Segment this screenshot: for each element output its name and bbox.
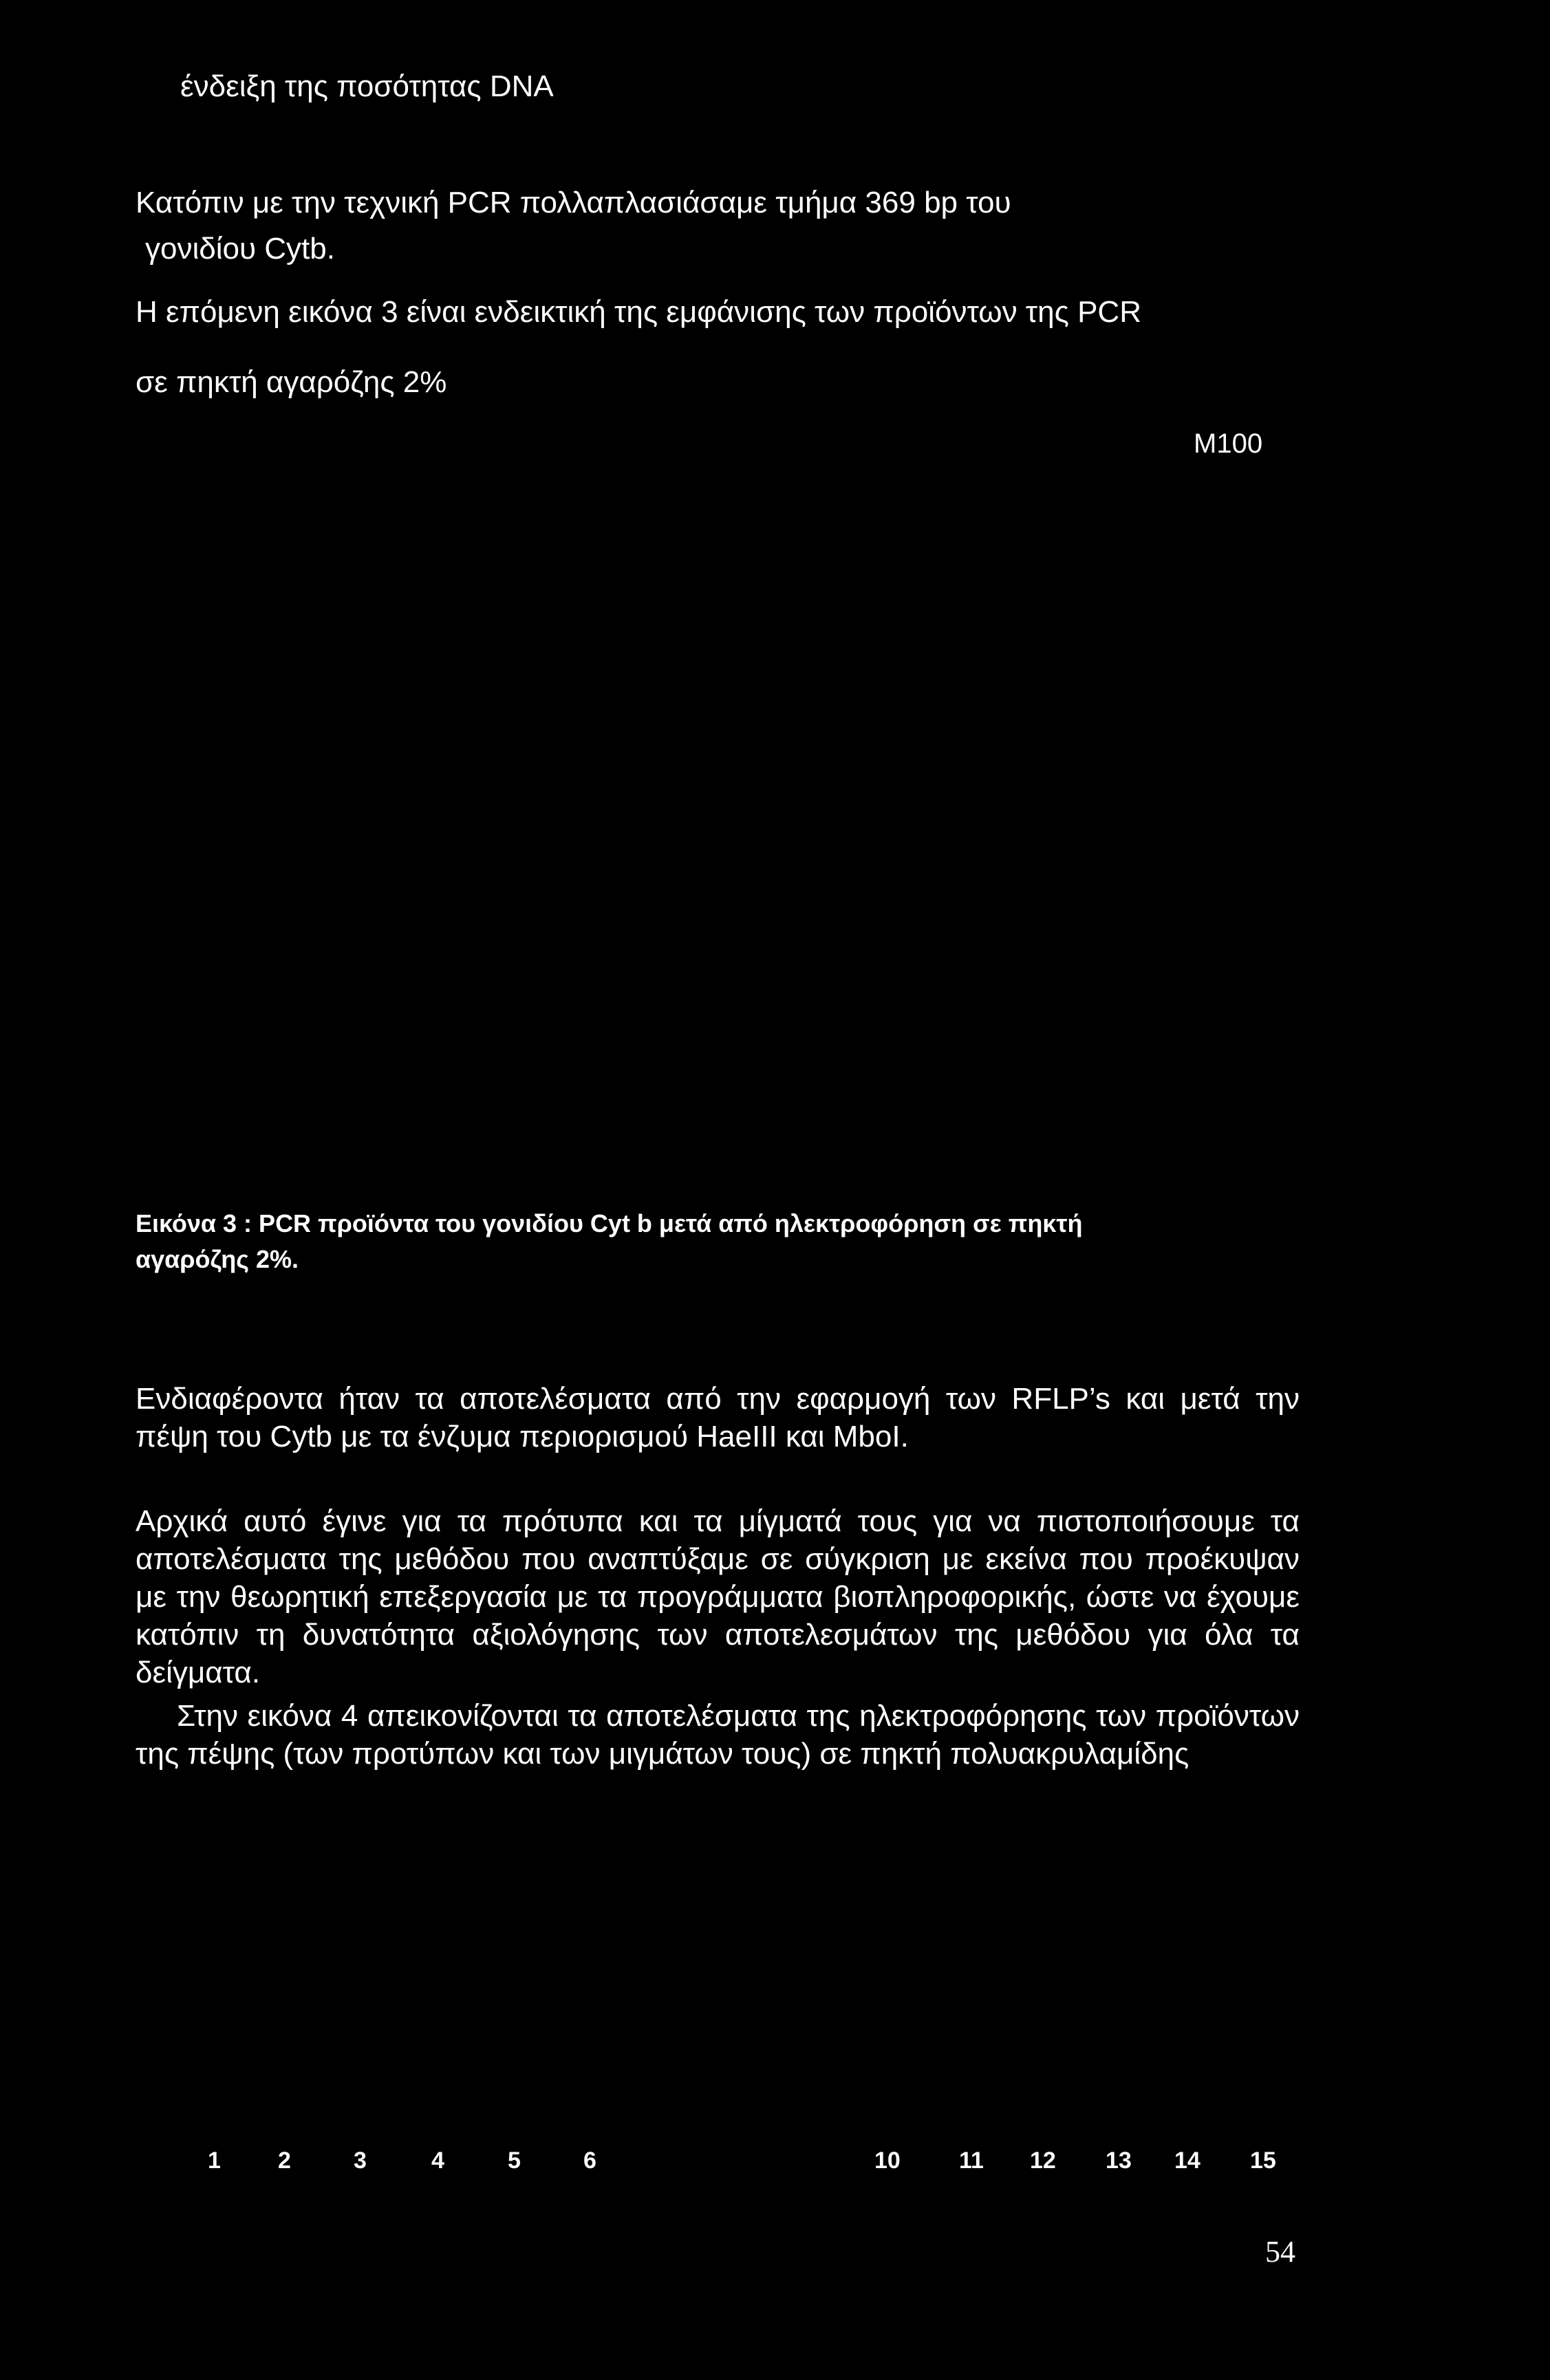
lane-number: 12	[1030, 2148, 1056, 2174]
figure-3-caption-line: αγαρόζης 2%.	[136, 1245, 299, 1273]
lane-number: 3	[354, 2148, 367, 2174]
top-line: ένδειξη της ποσότητας DNA	[180, 69, 554, 103]
rflp-paragraph: Ενδιαφέροντα ήταν τα αποτελέσματα από την εφαρμογή των RFLP’s και μετά την πέψη του Cytb με τα ένζυμα περιορισμού HaeIII και MboI.	[136, 1382, 1300, 1453]
lane-number: 5	[508, 2148, 521, 2174]
pcr-paragraph-line: σε πηκτή αγαρόζης 2%	[136, 365, 447, 399]
gel-image-figure-3	[136, 454, 1300, 1176]
page-number: 54	[1265, 2235, 1295, 2269]
pcr-paragraph-line: Η επόμενη εικόνα 3 είναι ενδεικτική της εμφάνισης των προϊόντων της PCR	[136, 295, 1141, 329]
lane-number: 11	[959, 2148, 984, 2174]
lane-number: 1	[208, 2148, 221, 2174]
lane-number: 15	[1250, 2148, 1276, 2174]
figure-3-caption-line: Εικόνα 3 : PCR προϊόντα του γονιδίου Cyt b μετά από ηλεκτροφόρηση σε πηκτή	[136, 1209, 1083, 1237]
lane-number-row	[0, 2149, 1550, 2183]
lane-number: 2	[278, 2148, 291, 2174]
standards-paragraph: Αρχικά αυτό έγινε για τα πρότυπα και τα μίγματά τους για να πιστοποιήσουμε τα αποτελέσματα της μεθόδου που αναπτύξαμε σε σύγκριση με εκείνα που προέκυψαν με την θεωρητική επεξεργασία με τα προγράμματα βιοπληροφορικής, ώστε να έχουμε κατόπιν τη δυνατότητα αξιολόγησης των αποτελεσμάτων της μεθόδου για όλα τα δείγματα.	[136, 1504, 1300, 1689]
lane-number: 10	[874, 2148, 901, 2174]
lane-number: 4	[431, 2148, 444, 2174]
lane-number: 6	[583, 2148, 596, 2174]
pcr-paragraph-line: γονιδίου Cytb.	[145, 232, 335, 266]
pcr-paragraph-line: Κατόπιν με την τεχνική PCR πολλαπλασιάσαμε τμήμα 369 bp του	[136, 186, 1011, 219]
gel-image-figure-4	[136, 1830, 1300, 2132]
lane-number: 13	[1106, 2148, 1132, 2174]
lane-number: 14	[1174, 2148, 1201, 2174]
figure-4-paragraph: Στην εικόνα 4 απεικονίζονται τα αποτελέσματα της ηλεκτροφόρησης των προϊόντων της πέψης (των προτύπων και των μιγμάτων τους) σε πηκτή πολυακρυλαμίδης	[136, 1699, 1300, 1771]
gel-marker-label: M100	[1194, 429, 1263, 459]
